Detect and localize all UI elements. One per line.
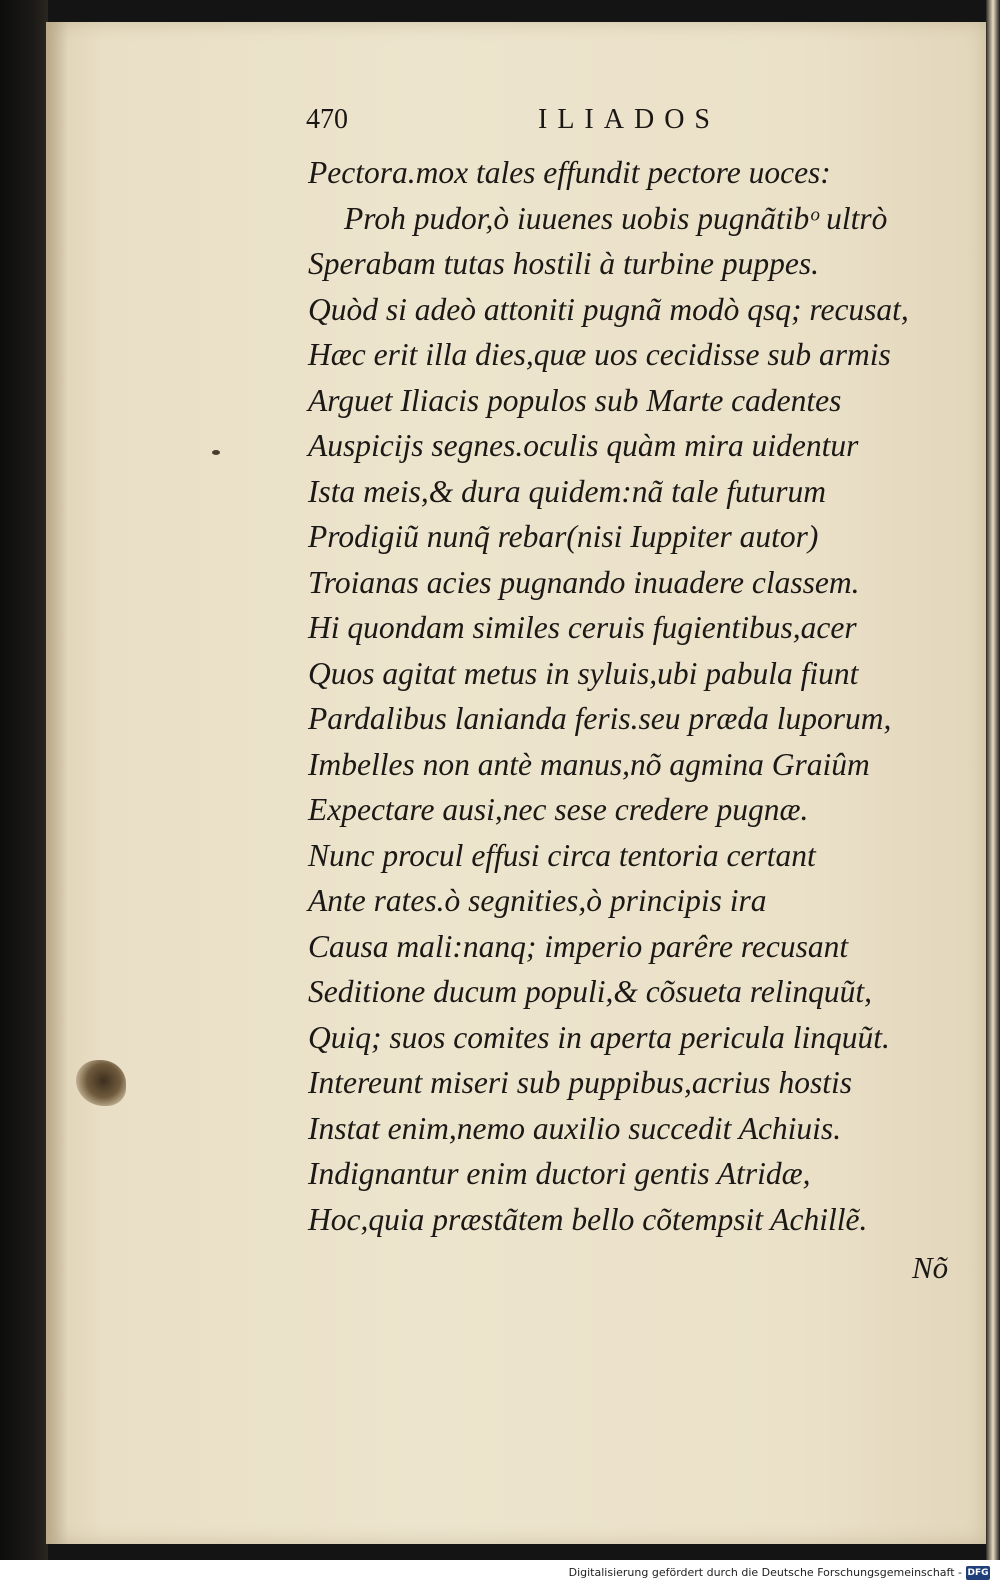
verse-line: Quiq; suos comites in aperta pericula linquũt. [308,1019,890,1055]
verse-line: Troianas acies pugnando inuadere classem. [308,564,860,600]
verse-line: Expectare ausi,nec sese credere pugnæ. [308,792,809,827]
book-title: ILIADOS [538,104,720,135]
verse-text-block [308,150,968,1242]
paper-stain [76,1060,126,1106]
verse-line: Auspicijs segnes.oculis quàm mira uidentur [308,428,859,463]
page-fore-edge [986,0,1000,1588]
verse-line: Sperabam tutas hostili à turbine puppes. [308,246,819,281]
verse-line: Instat enim,nemo auxilio succedit Achiuis. [308,1110,842,1146]
margin-ink-mark [212,450,220,455]
verse-line: Proh pudor,ò iuuenes uobis pugnãtibᵒ ultrò [344,200,888,236]
verse-line: Imbelles non antè manus,nõ agmina Graiûm [308,746,870,782]
verse-line: Pardalibus lanianda feris.seu præda luporum, [308,701,892,736]
page-number: 470 [306,104,348,135]
verse-line: Nunc procul effusi circa tentoria certant [308,837,816,873]
verse-line: Causa mali:nanq; imperio parêre recusant [308,928,849,964]
footer-credit: Digitalisierung gefördert durch die Deutsche Forschungsgemeinschaft - [568,1566,962,1579]
verse-line: Arguet Iliacis populos sub Marte cadentes [308,382,842,418]
verse-line: Hi quondam similes ceruis fugientibus,acer [308,610,857,645]
verse-line: Seditione ducum populi,& cõsueta relinquũt, [308,974,873,1009]
verse-line: Quòd si adeò attoniti pugnã modò qsq; recusat, [308,291,909,327]
verse-line: Intereunt miseri sub puppibus,acrius hostis [308,1065,852,1100]
verse-line: Hæc erit illa dies,quæ uos cecidisse sub armis [308,337,891,372]
verse-line: Hoc,quia præstãtem bello cõtempsit Achillẽ. [308,1201,868,1237]
verse-line: Prodigiũ nunq̃ rebar(nisi Iuppiter autor) [308,519,819,554]
verse-line: Indignantur enim ductori gentis Atridæ, [308,1156,811,1191]
dfg-logo: DFG [967,1568,989,1578]
verse-line: Ante rates.ò segnities,ò principis ira [308,883,767,918]
verse-line: Quos agitat metus in syluis,ubi pabula fiunt [308,655,859,691]
page-gutter-shadow [46,22,68,1544]
book-binding-edge [0,0,48,1588]
verse-line: Ista meis,& dura quidem:nã tale futurum [308,473,826,509]
verse-line: Pectora.mox tales effundit pectore uoces: [308,155,831,190]
catchword: Nõ [912,1250,949,1285]
